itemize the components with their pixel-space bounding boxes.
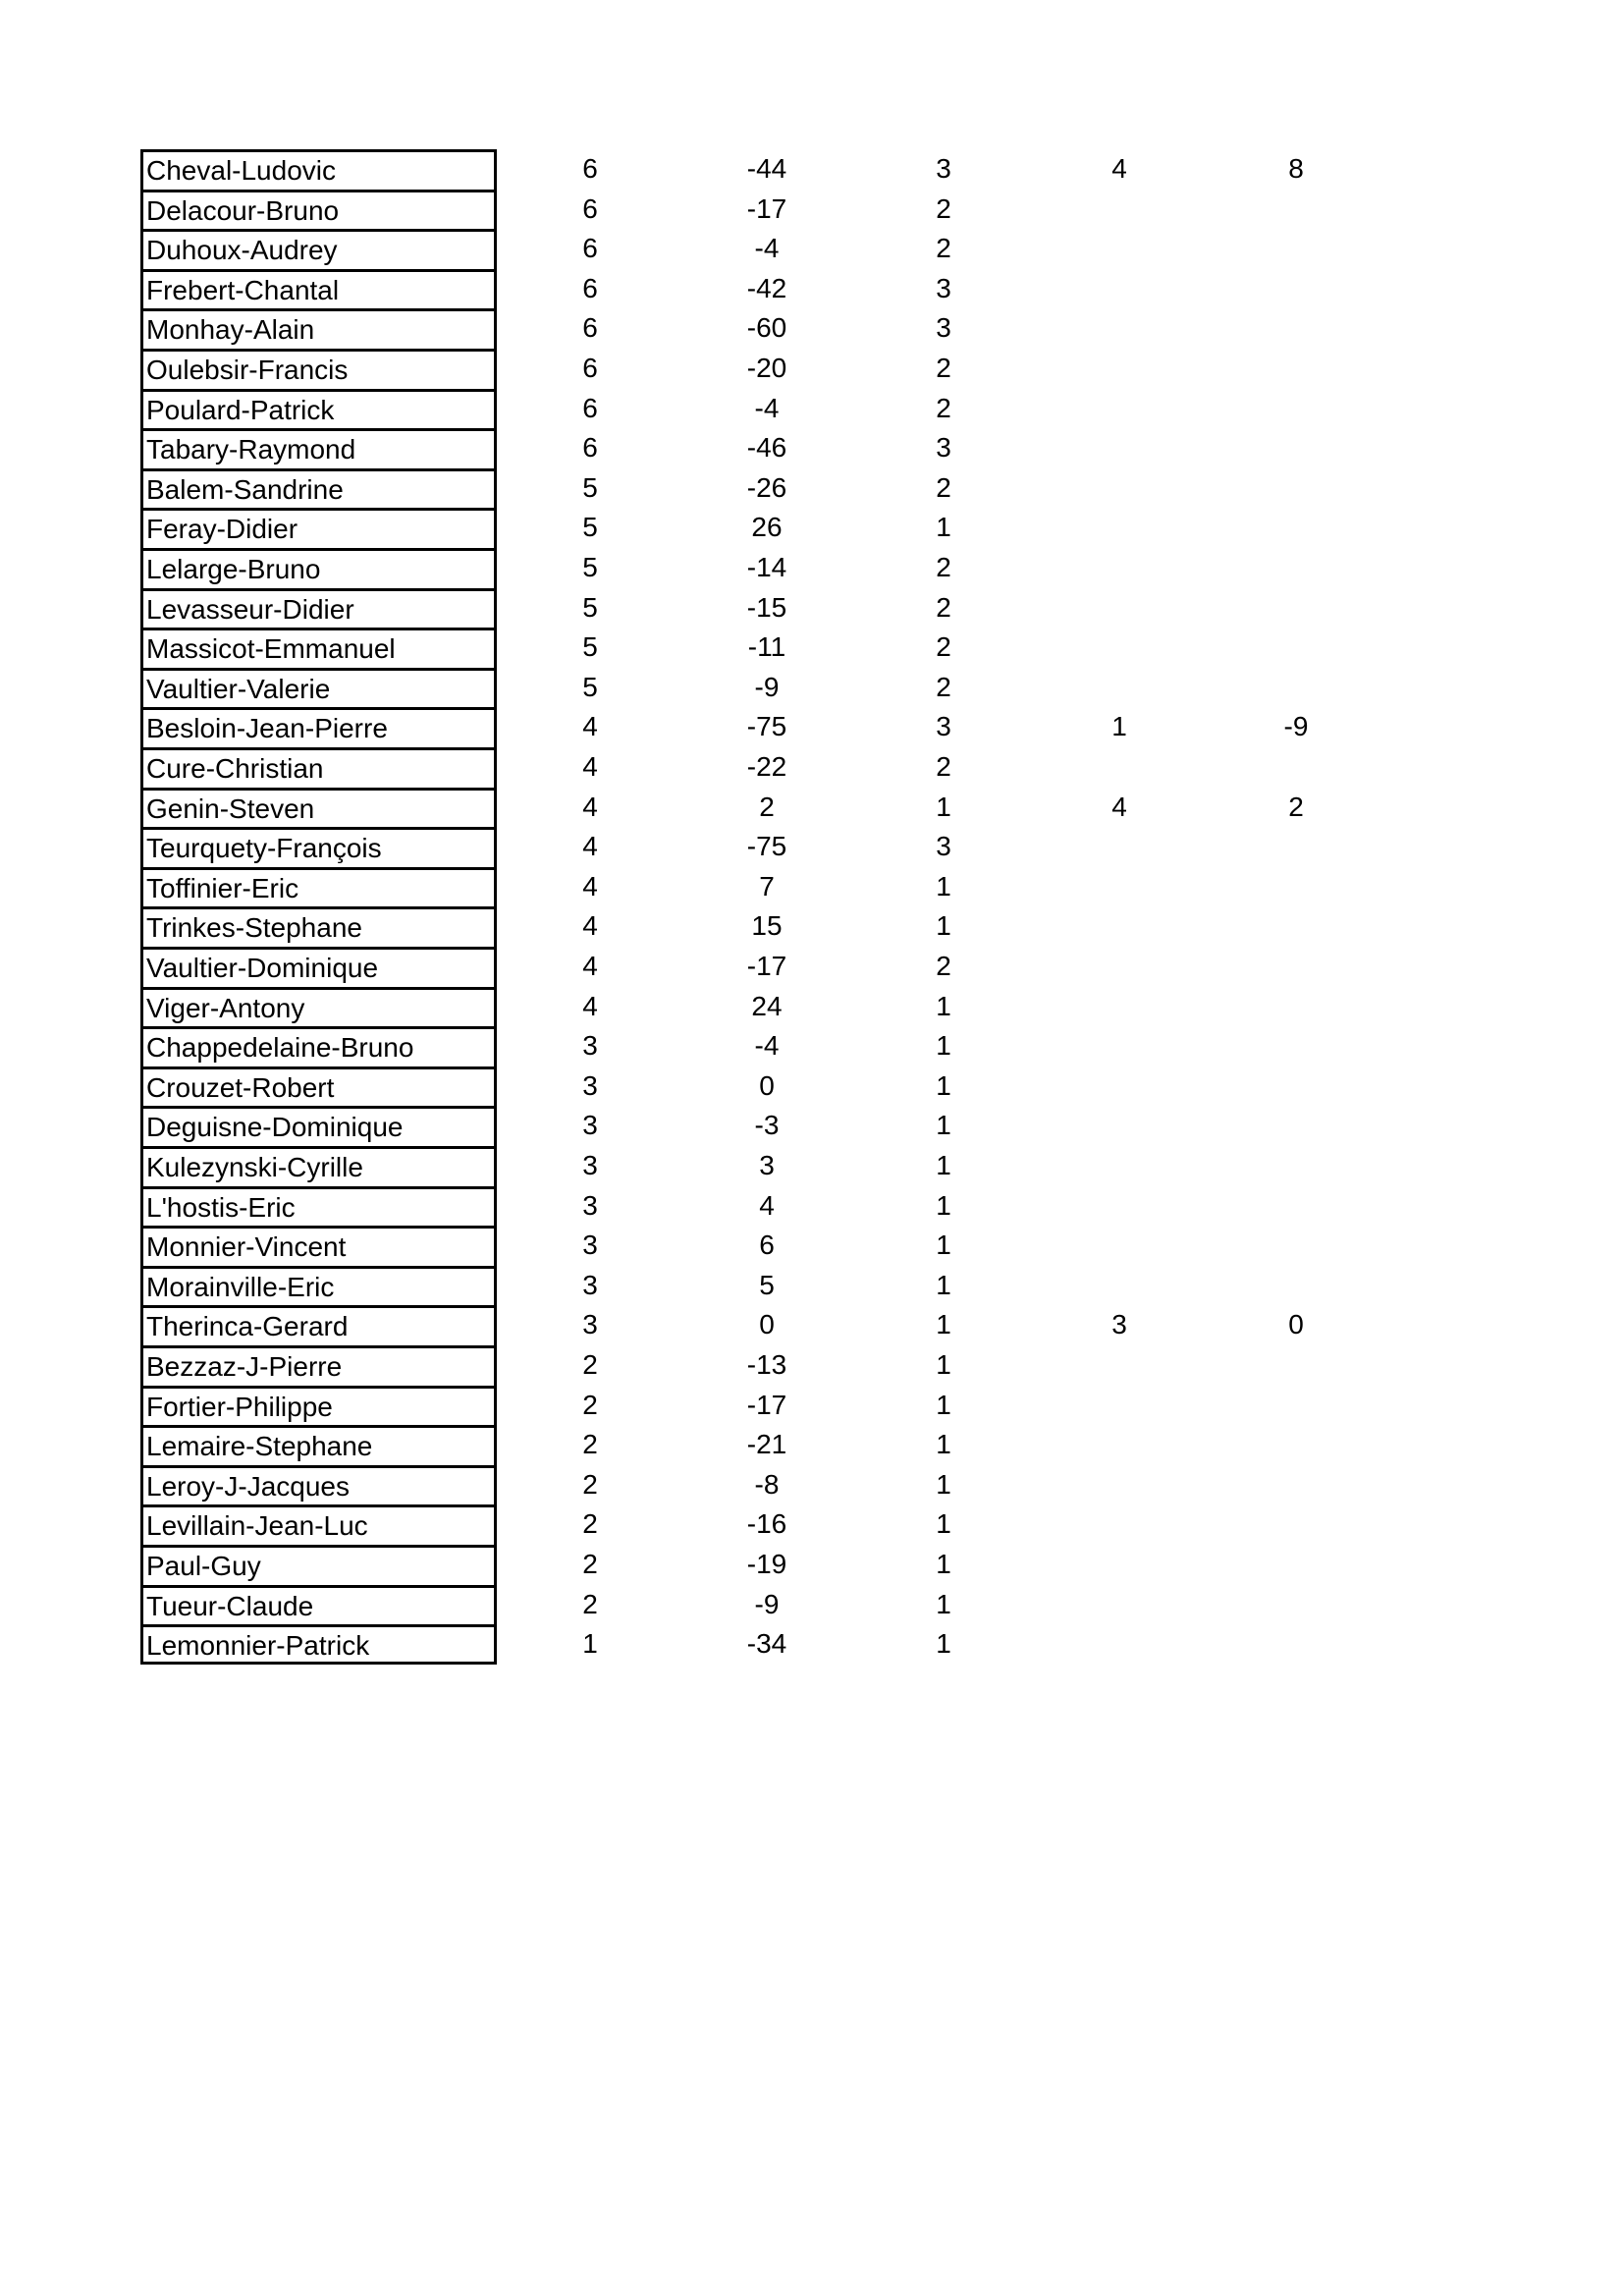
table-row <box>0 1386 1623 1426</box>
value-cell-col1: 6 <box>582 432 598 464</box>
value-cell-col2: -4 <box>754 392 780 423</box>
value-cell-col2: -14 <box>746 552 787 582</box>
value-cell-col3: 1 <box>936 1508 951 1540</box>
player-name-cell: Deguisne-Dominique <box>140 1106 497 1146</box>
value-cell-col3: 3 <box>936 711 951 742</box>
value-cell-col2: 5 <box>759 1269 775 1300</box>
value-cell-col2: 15 <box>751 910 783 942</box>
table-row <box>0 628 1623 668</box>
player-name-cell: Chappedelaine-Bruno <box>140 1026 497 1066</box>
value-cell-col1: 5 <box>582 552 598 582</box>
value-cell-col1: 5 <box>582 671 598 702</box>
table-row <box>0 190 1623 230</box>
value-cell-col2: -75 <box>746 711 787 742</box>
value-cell-col2: -20 <box>746 353 787 383</box>
value-cell-col3: 1 <box>936 1588 951 1619</box>
value-cell-col3: 1 <box>936 1468 951 1500</box>
player-name-cell: Tueur-Claude <box>140 1585 497 1625</box>
value-cell-col3: 3 <box>936 312 951 344</box>
table-row <box>0 1585 1623 1625</box>
player-name-cell: Teurquety-François <box>140 827 497 867</box>
value-cell-col2: -9 <box>754 671 780 702</box>
value-cell-col3: 2 <box>936 951 951 981</box>
value-cell-col1: 2 <box>582 1468 598 1500</box>
value-cell-col2: -42 <box>746 272 787 303</box>
value-cell-col1: 2 <box>582 1588 598 1619</box>
value-cell-col2: -21 <box>746 1429 787 1460</box>
value-cell-col3: 2 <box>936 552 951 582</box>
player-name-cell: L'hostis-Eric <box>140 1186 497 1227</box>
value-cell-col2: -4 <box>754 1030 780 1062</box>
value-cell-col1: 4 <box>582 990 598 1021</box>
value-cell-col2: -15 <box>746 591 787 623</box>
player-name-cell: Morainville-Eric <box>140 1266 497 1306</box>
player-name-cell: Therinca-Gerard <box>140 1305 497 1345</box>
value-cell-col1: 2 <box>582 1508 598 1540</box>
player-name-cell: Monhay-Alain <box>140 308 497 349</box>
table-row <box>0 1425 1623 1465</box>
player-name-cell: Leroy-J-Jacques <box>140 1465 497 1505</box>
value-cell-col1: 2 <box>582 1429 598 1460</box>
player-name-cell: Cure-Christian <box>140 747 497 788</box>
table-row <box>0 788 1623 828</box>
player-name-cell: Paul-Guy <box>140 1545 497 1585</box>
value-cell-col2: -4 <box>754 233 780 264</box>
value-cell-col1: 2 <box>582 1349 598 1380</box>
player-name-cell: Lemonnier-Patrick <box>140 1624 497 1665</box>
value-cell-col2: -13 <box>746 1349 787 1380</box>
player-name-cell: Oulebsir-Francis <box>140 349 497 389</box>
player-name-cell: Frebert-Chantal <box>140 269 497 309</box>
table-row <box>0 548 1623 588</box>
value-cell-col3: 1 <box>936 512 951 543</box>
value-cell-col1: 4 <box>582 751 598 782</box>
table-row <box>0 229 1623 269</box>
value-cell-col3: 1 <box>936 1189 951 1221</box>
value-cell-col3: 1 <box>936 1069 951 1101</box>
value-cell-col1: 6 <box>582 392 598 423</box>
value-cell-col1: 3 <box>582 1189 598 1221</box>
value-cell-col1: 4 <box>582 791 598 822</box>
player-name-cell: Vaultier-Dominique <box>140 947 497 987</box>
value-cell-col4: 4 <box>1111 791 1127 822</box>
value-cell-col5: 2 <box>1288 791 1304 822</box>
value-cell-col2: -75 <box>746 831 787 862</box>
value-cell-col3: 3 <box>936 432 951 464</box>
value-cell-col2: 0 <box>759 1309 775 1340</box>
value-cell-col2: -19 <box>746 1549 787 1579</box>
table-row <box>0 867 1623 907</box>
player-name-cell: Genin-Steven <box>140 788 497 828</box>
value-cell-col5: 0 <box>1288 1309 1304 1340</box>
value-cell-col4: 4 <box>1111 153 1127 184</box>
value-cell-col1: 4 <box>582 711 598 742</box>
table-row <box>0 1066 1623 1107</box>
table-row <box>0 468 1623 509</box>
value-cell-col1: 4 <box>582 951 598 981</box>
table-row <box>0 588 1623 629</box>
value-cell-col1: 6 <box>582 353 598 383</box>
value-cell-col2: 4 <box>759 1189 775 1221</box>
table-row <box>0 1624 1623 1665</box>
table-row <box>0 1345 1623 1386</box>
value-cell-col3: 1 <box>936 1230 951 1261</box>
value-cell-col3: 3 <box>936 272 951 303</box>
value-cell-col3: 2 <box>936 471 951 503</box>
value-cell-col2: 24 <box>751 990 783 1021</box>
value-cell-col2: -17 <box>746 951 787 981</box>
player-name-cell: Delacour-Bruno <box>140 190 497 230</box>
player-name-cell: Poulard-Patrick <box>140 389 497 429</box>
table-row <box>0 1266 1623 1306</box>
table-row <box>0 668 1623 708</box>
value-cell-col2: -17 <box>746 192 787 224</box>
value-cell-col3: 1 <box>936 1389 951 1420</box>
player-name-cell: Kulezynski-Cyrille <box>140 1146 497 1186</box>
value-cell-col2: 26 <box>751 512 783 543</box>
table-row <box>0 149 1623 190</box>
value-cell-col3: 1 <box>936 1269 951 1300</box>
value-cell-col3: 1 <box>936 910 951 942</box>
value-cell-col3: 1 <box>936 990 951 1021</box>
player-name-cell: Duhoux-Audrey <box>140 229 497 269</box>
table-row <box>0 1106 1623 1146</box>
value-cell-col1: 3 <box>582 1309 598 1340</box>
value-cell-col5: -9 <box>1283 711 1309 742</box>
value-cell-col1: 6 <box>582 233 598 264</box>
player-name-cell: Tabary-Raymond <box>140 428 497 468</box>
value-cell-col3: 2 <box>936 671 951 702</box>
value-cell-col2: -26 <box>746 471 787 503</box>
player-name-cell: Besloin-Jean-Pierre <box>140 707 497 747</box>
player-name-cell: Fortier-Philippe <box>140 1386 497 1426</box>
player-name-cell: Crouzet-Robert <box>140 1066 497 1107</box>
value-cell-col2: -3 <box>754 1110 780 1141</box>
value-cell-col2: -8 <box>754 1468 780 1500</box>
table-row <box>0 987 1623 1027</box>
player-name-cell: Balem-Sandrine <box>140 468 497 509</box>
table-row <box>0 1545 1623 1585</box>
value-cell-col4: 3 <box>1111 1309 1127 1340</box>
value-cell-col2: -46 <box>746 432 787 464</box>
table-row <box>0 428 1623 468</box>
player-name-cell: Trinkes-Stephane <box>140 906 497 947</box>
value-cell-col3: 2 <box>936 192 951 224</box>
value-cell-col3: 2 <box>936 353 951 383</box>
value-cell-col2: 3 <box>759 1150 775 1180</box>
value-cell-col3: 1 <box>936 1628 951 1660</box>
table-row <box>0 1305 1623 1345</box>
table-row <box>0 1026 1623 1066</box>
table-row <box>0 1146 1623 1186</box>
player-name-cell: Massicot-Emmanuel <box>140 628 497 668</box>
value-cell-col3: 1 <box>936 1309 951 1340</box>
value-cell-col3: 1 <box>936 1429 951 1460</box>
value-cell-col1: 6 <box>582 192 598 224</box>
value-cell-col3: 1 <box>936 1150 951 1180</box>
value-cell-col1: 6 <box>582 312 598 344</box>
value-cell-col3: 3 <box>936 153 951 184</box>
value-cell-col1: 3 <box>582 1030 598 1062</box>
value-cell-col5: 8 <box>1288 153 1304 184</box>
value-cell-col3: 1 <box>936 1349 951 1380</box>
value-cell-col3: 1 <box>936 1549 951 1579</box>
value-cell-col3: 1 <box>936 1030 951 1062</box>
value-cell-col1: 5 <box>582 631 598 663</box>
player-name-cell: Monnier-Vincent <box>140 1226 497 1266</box>
value-cell-col3: 2 <box>936 591 951 623</box>
value-cell-col1: 3 <box>582 1230 598 1261</box>
value-cell-col1: 6 <box>582 153 598 184</box>
value-cell-col2: -17 <box>746 1389 787 1420</box>
value-cell-col1: 4 <box>582 910 598 942</box>
table-row <box>0 1504 1623 1545</box>
table-row <box>0 747 1623 788</box>
value-cell-col1: 3 <box>582 1269 598 1300</box>
table-row <box>0 1186 1623 1227</box>
value-cell-col1: 1 <box>582 1628 598 1660</box>
value-cell-col2: 6 <box>759 1230 775 1261</box>
table-row <box>0 707 1623 747</box>
player-name-cell: Lemaire-Stephane <box>140 1425 497 1465</box>
table-row <box>0 508 1623 548</box>
value-cell-col1: 3 <box>582 1110 598 1141</box>
value-cell-col1: 3 <box>582 1150 598 1180</box>
table-row <box>0 947 1623 987</box>
value-cell-col4: 1 <box>1111 711 1127 742</box>
value-cell-col2: -9 <box>754 1588 780 1619</box>
value-cell-col2: -22 <box>746 751 787 782</box>
value-cell-col1: 5 <box>582 591 598 623</box>
value-cell-col2: -16 <box>746 1508 787 1540</box>
player-name-cell: Feray-Didier <box>140 508 497 548</box>
value-cell-col1: 6 <box>582 272 598 303</box>
table-row <box>0 308 1623 349</box>
table-row <box>0 827 1623 867</box>
value-cell-col3: 3 <box>936 831 951 862</box>
value-cell-col2: -34 <box>746 1628 787 1660</box>
player-name-cell: Levillain-Jean-Luc <box>140 1504 497 1545</box>
player-name-cell: Lelarge-Bruno <box>140 548 497 588</box>
player-name-cell: Vaultier-Valerie <box>140 668 497 708</box>
value-cell-col1: 4 <box>582 831 598 862</box>
value-cell-col2: -11 <box>747 631 786 663</box>
value-cell-col3: 2 <box>936 631 951 663</box>
table-row <box>0 269 1623 309</box>
table-row <box>0 1226 1623 1266</box>
player-name-cell: Viger-Antony <box>140 987 497 1027</box>
value-cell-col3: 1 <box>936 870 951 902</box>
value-cell-col1: 4 <box>582 870 598 902</box>
value-cell-col3: 2 <box>936 233 951 264</box>
value-cell-col2: 0 <box>759 1069 775 1101</box>
value-cell-col1: 5 <box>582 512 598 543</box>
value-cell-col3: 1 <box>936 791 951 822</box>
table-row <box>0 906 1623 947</box>
value-cell-col1: 2 <box>582 1549 598 1579</box>
player-name-cell: Levasseur-Didier <box>140 588 497 629</box>
value-cell-col1: 5 <box>582 471 598 503</box>
value-cell-col2: -44 <box>746 153 787 184</box>
table-row <box>0 1465 1623 1505</box>
value-cell-col1: 2 <box>582 1389 598 1420</box>
value-cell-col2: -60 <box>746 312 787 344</box>
value-cell-col2: 2 <box>759 791 775 822</box>
player-name-cell: Toffinier-Eric <box>140 867 497 907</box>
table-row <box>0 389 1623 429</box>
value-cell-col3: 2 <box>936 751 951 782</box>
value-cell-col3: 2 <box>936 392 951 423</box>
value-cell-col2: 7 <box>759 870 775 902</box>
player-name-cell: Bezzaz-J-Pierre <box>140 1345 497 1386</box>
player-name-cell: Cheval-Ludovic <box>140 149 497 190</box>
table-row <box>0 349 1623 389</box>
value-cell-col1: 3 <box>582 1069 598 1101</box>
value-cell-col3: 1 <box>936 1110 951 1141</box>
